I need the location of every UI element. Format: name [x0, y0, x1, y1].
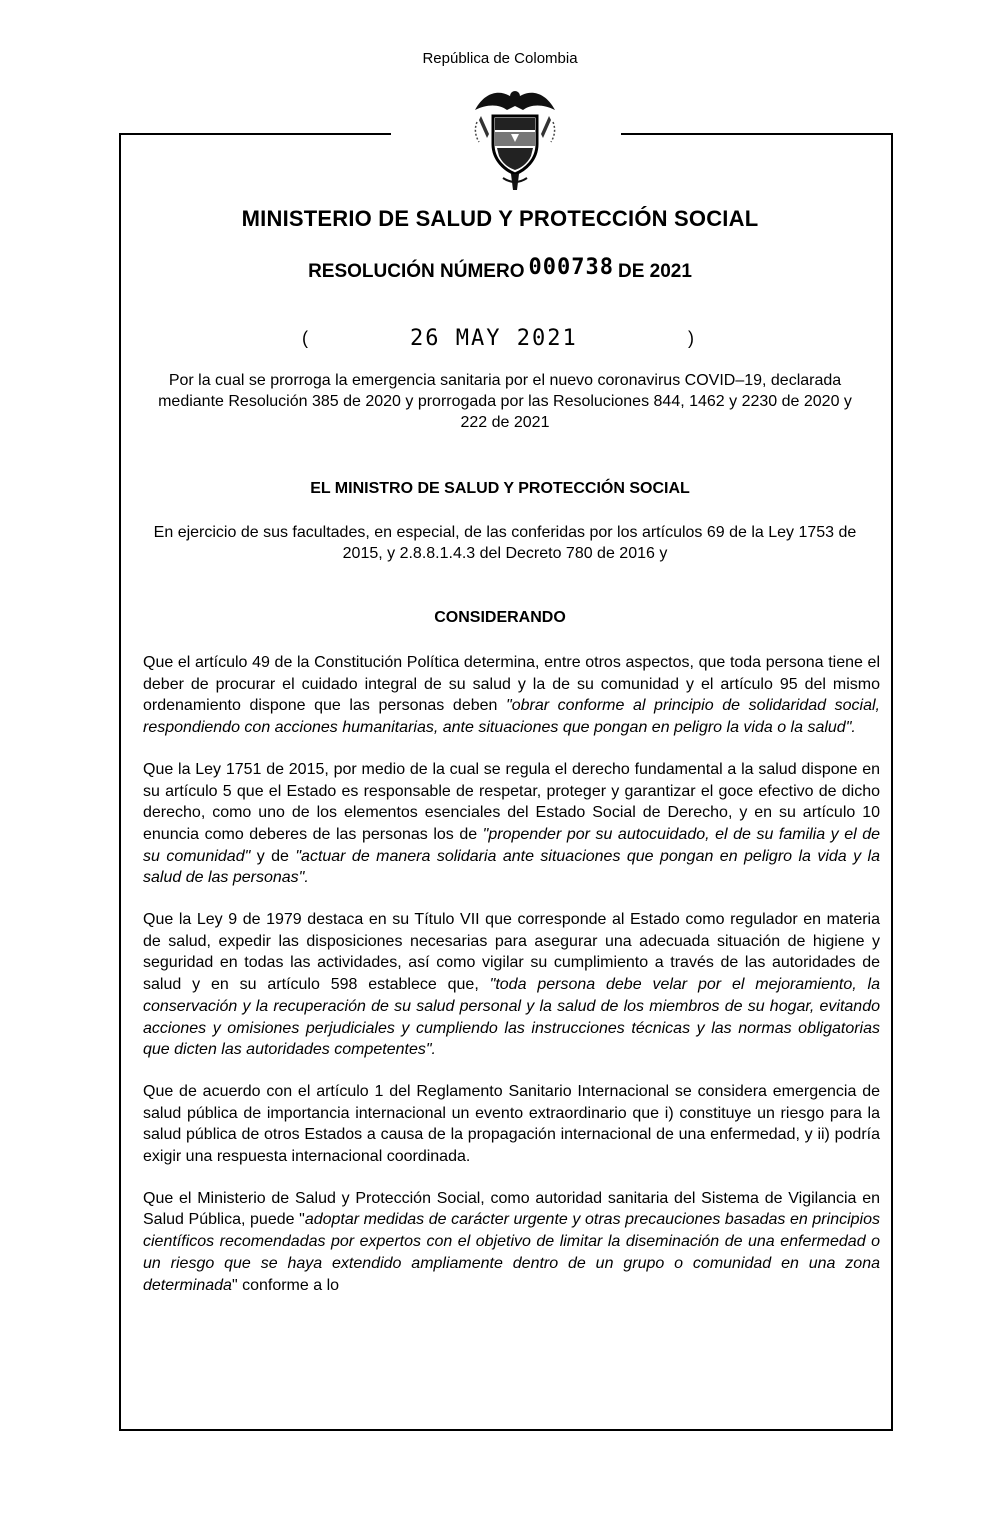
resolution-number-stamp: 000738	[528, 255, 614, 280]
consideration-paragraph: Que de acuerdo con el artículo 1 del Reglamento Sanitario Internacional se considera emergencia de salud pública de importancia internacional un evento extraordinario que i) constituye un riesgo para la salud pública de otros Estados a causa de la propagación internacional de una enfermedad, y ii) podría exigir una respuesta internacional coordinada.	[143, 1082, 880, 1166]
minister-heading: EL MINISTRO DE SALUD Y PROTECCIÓN SOCIAL	[310, 480, 690, 497]
date-stamp: 26 MAY 2021	[410, 326, 578, 351]
resolution-year: DE 2021	[617, 261, 692, 282]
ministry-title: MINISTERIO DE SALUD Y PROTECCIÓN SOCIAL	[241, 206, 759, 231]
consideration-paragraph: Que la Ley 9 de 1979 destaca en su Título VII que corresponde al Estado como regulador en materia de salud, expedir las disposiciones necesarias para asegurar una adecuada situación de higiene y seguridad en todas las actividades, así como vigilar su cumplimiento a través de las autoridades de salud y en su artículo 598 establece que, "toda persona debe velar por el mejoramiento, la conservación y la recuperación de su salud personal y la salud de los miembros de su hogar, evitando acciones y omisiones perjudiciales y cumpliendo las instrucciones técnicas y las normas obligatorias que dicten las autoridades competentes".	[143, 911, 880, 1059]
resolution-prefix: RESOLUCIÓN NÚMERO	[308, 261, 525, 282]
date-open-paren: (	[302, 328, 308, 348]
date-close-paren: )	[688, 328, 694, 348]
consideration-paragraph: Que la Ley 1751 de 2015, por medio de la cual se regula el derecho fundamental a la salud dispone en su artículo 5 que el Estado es responsable de respetar, proteger y garantizar el goce efectivo de dicho derecho, como uno de los elementos esenciales del Estado Social de Derecho, y en su artículo 10 enuncia como deberes de las personas los de "propender por su autocuidado, el de su familia y el de su comunidad" y de "actuar de manera solidaria ante situaciones que pongan en peligro la vida y la salud de las personas".	[143, 760, 881, 887]
resolution-number-line	[0, 255, 1000, 283]
resolution-date-line	[0, 328, 1000, 356]
consideration-paragraph: Que el artículo 49 de la Constitución Política determina, entre otros aspectos, que toda persona tiene el deber de procurar el cuidado integral de su salud y la de su comunidad y el artículo 95 del mismo ordenamiento dispone que las personas deben "obrar conforme al principio de solidaridad social, respondiendo con acciones humanitarias, ante situaciones que pongan en peligro la vida o la salud".	[143, 654, 881, 737]
country-heading: República de Colombia	[422, 50, 578, 67]
considerations-body	[143, 652, 880, 1316]
consideration-paragraph: Que el Ministerio de Salud y Protección Social, como autoridad sanitaria del Sistema de Vigilancia en Salud Pública, puede "adoptar medidas de carácter urgente y otras precauciones basadas en principios científicos recomendadas por expertos con el objetivo de limitar la diseminación de una enfermedad o un riesgo que se haya extendido ampliamente dentro de un grupo o comunidad en una zona determinada" conforme a lo	[143, 1189, 880, 1294]
powers-paragraph: En ejercicio de sus facultades, en especial, de las conferidas por los artículos 69 de la Ley 1753 de 2015, y 2.8.8.1.4.3 del Decreto 780 de 2016 y	[153, 524, 857, 562]
resolution-summary: Por la cual se prorroga la emergencia sanitaria por el nuevo coronavirus COVID–19, declarada mediante Resolución 385 de 2020 y prorrogada por las Resoluciones 844, 1462 y 2230 de 2020 y 222 de 2021	[158, 372, 852, 431]
considering-heading: CONSIDERANDO	[434, 609, 566, 626]
